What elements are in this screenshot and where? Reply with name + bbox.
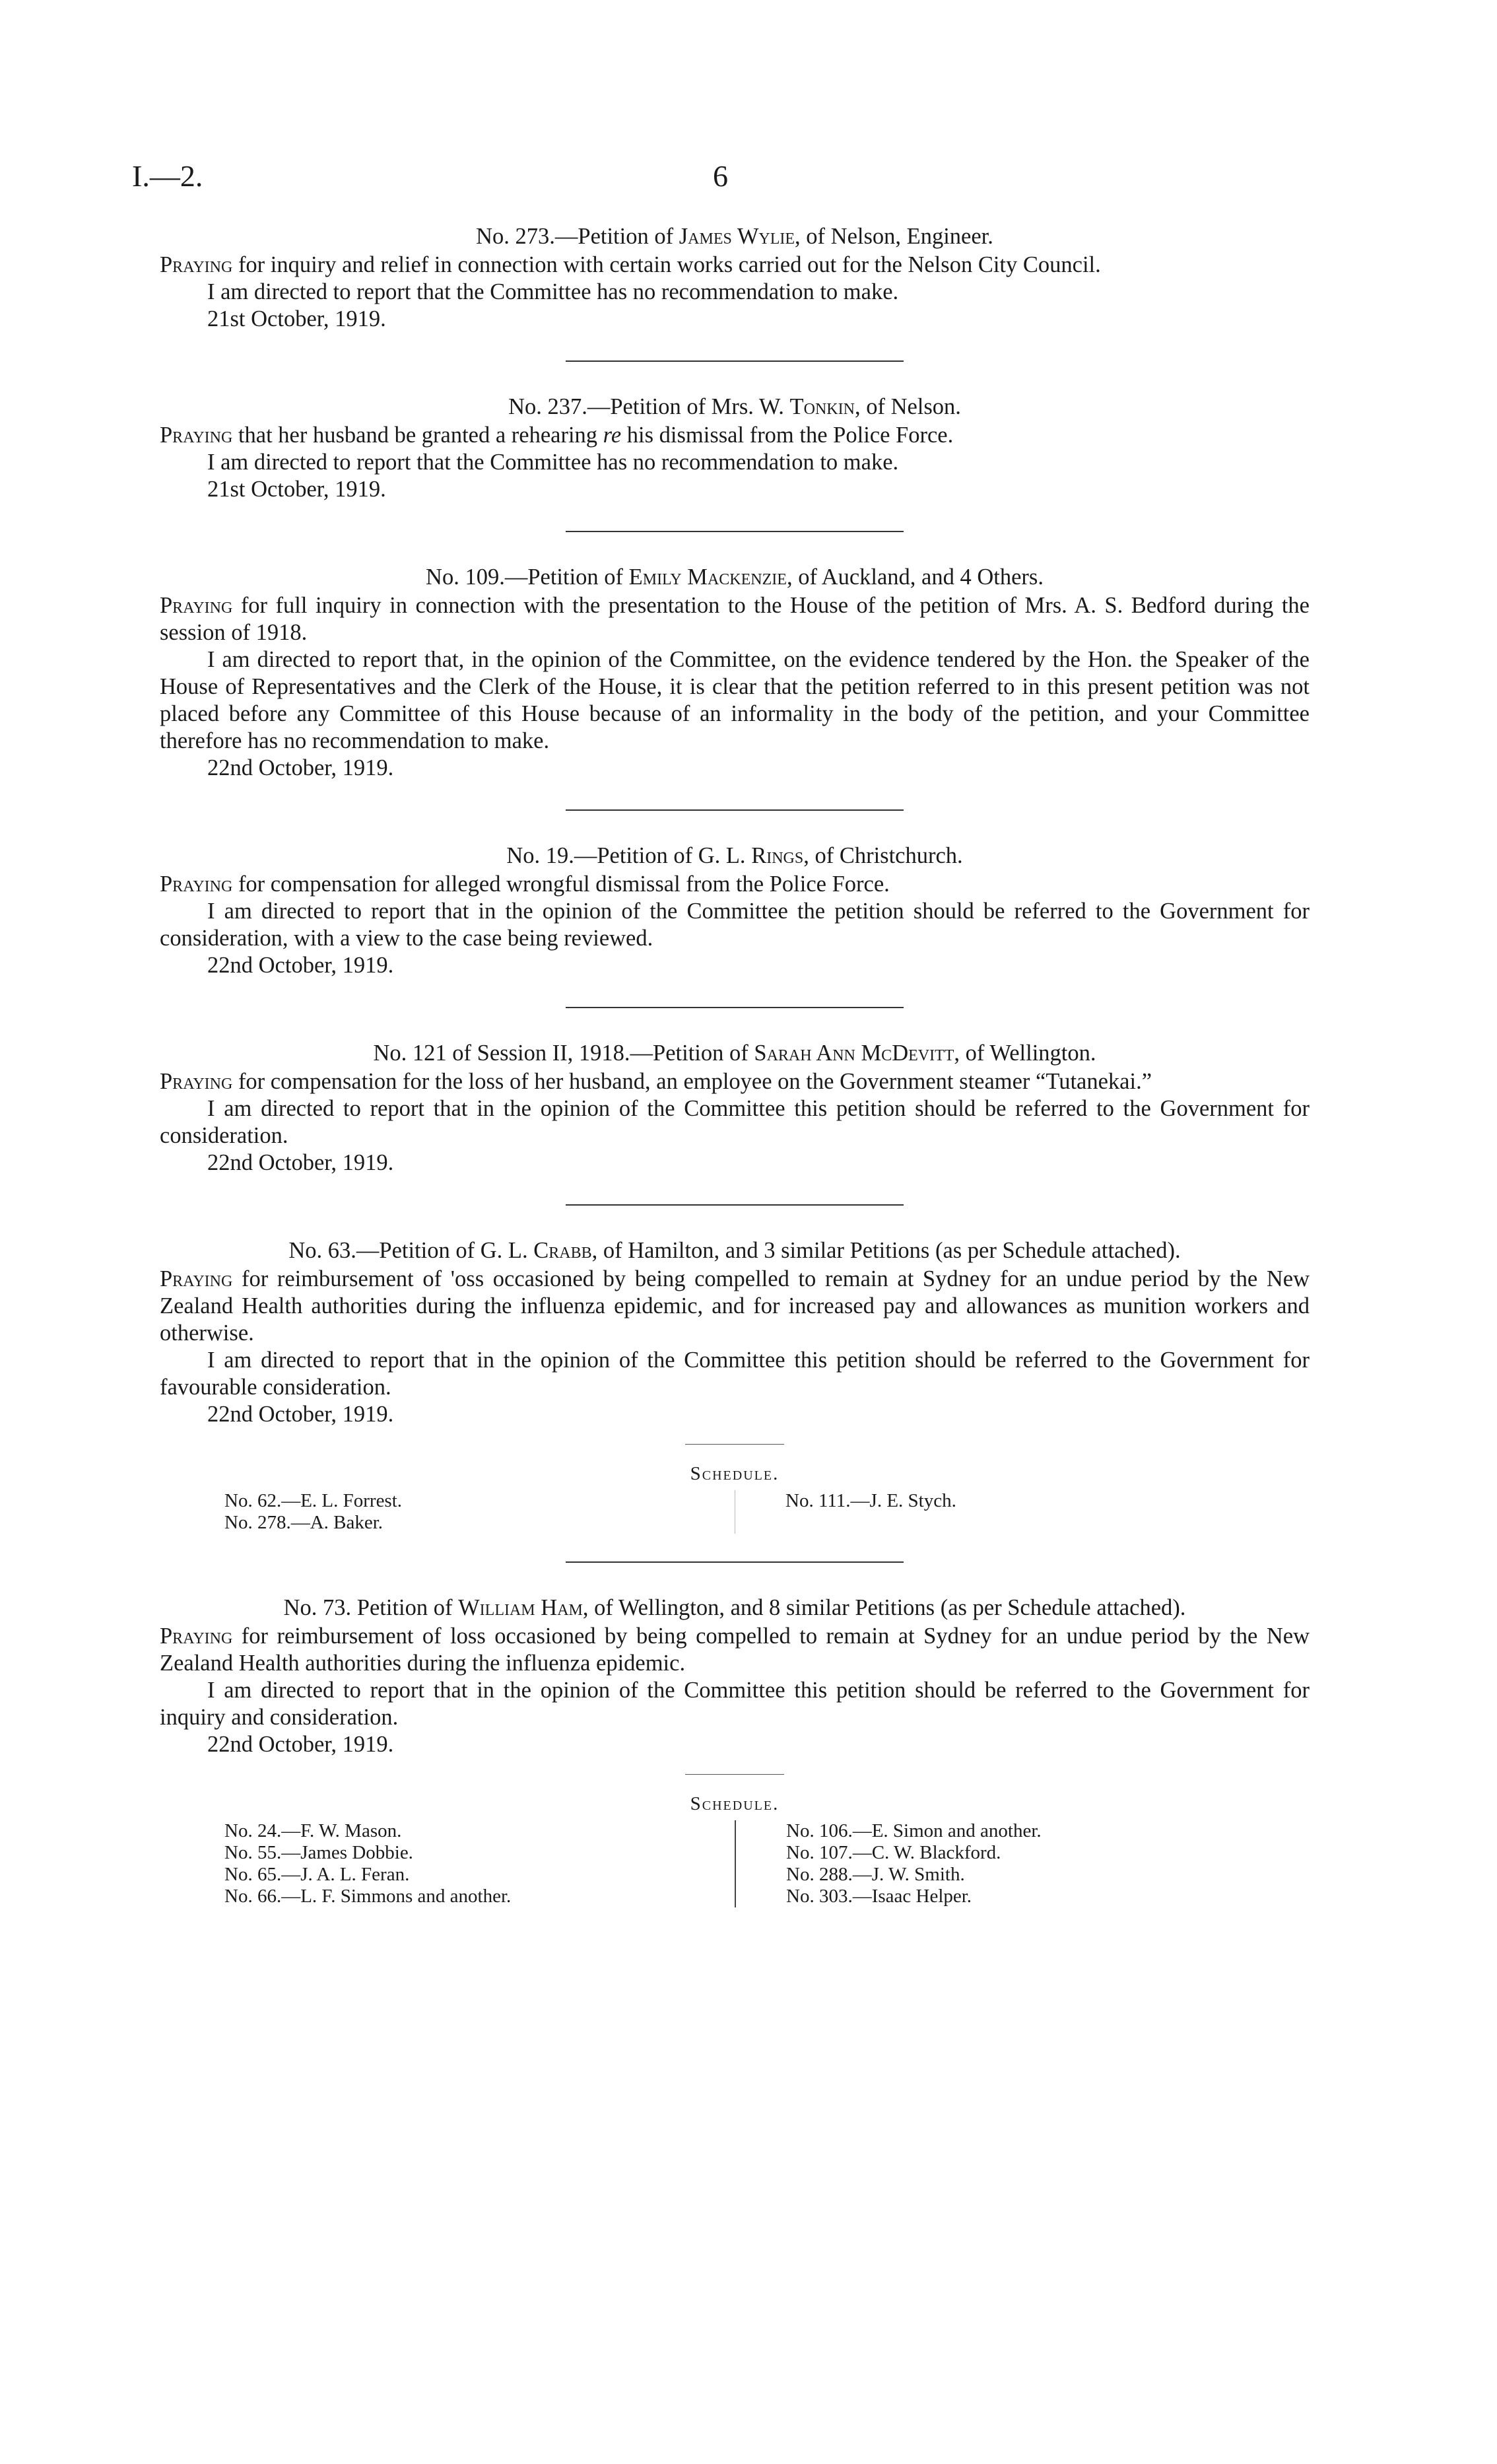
section-divider — [566, 1204, 904, 1206]
praying-text: for inquiry and relief in connection with certain works carried out for the Nelson City Council. — [232, 252, 1101, 277]
petition-heading — [160, 223, 1310, 250]
committee-report: I am directed to report that the Committee has no recommendation to make. — [207, 450, 899, 475]
petitioner-name: William Ham — [458, 1595, 583, 1620]
committee-report: I am directed to report that in the opinion of the Committee this petition should be referred to the Government for consideration. — [160, 1096, 1310, 1148]
schedule-item: No. 62.—E. L. Forrest. — [224, 1490, 403, 1511]
petition-number: No. 73. Petition of — [283, 1595, 459, 1620]
schedule-63 — [160, 1463, 1310, 1534]
committee-report: I am directed to report that in the opinion of the Committee this petition should be referred to the Government for inquiry and consideration. — [160, 1678, 1310, 1730]
petition-19 — [160, 842, 1310, 979]
petitioner-name: Crabb — [533, 1238, 592, 1263]
petition-121 — [160, 1040, 1310, 1177]
schedule-divider — [685, 1444, 784, 1445]
petition-number: No. 237.—Petition of Mrs. W. — [508, 394, 790, 419]
schedule-item: No. 55.—James Dobbie. — [224, 1842, 413, 1863]
petitioner-name: Tonkin — [789, 394, 855, 419]
praying-text: for full inquiry in connection with the presentation to the House of the petition of Mrs. A. S. Bedford during the session of 1918. — [160, 593, 1310, 645]
praying-paragraph — [160, 592, 1310, 646]
schedule-item: No. 303.—Isaac Helper. — [786, 1886, 972, 1907]
petition-237 — [160, 394, 1310, 503]
report-date: 22nd October, 1919. — [207, 1402, 394, 1427]
petition-273 — [160, 223, 1310, 333]
praying-text: for compensation for the loss of her husband, an employee on the Government steamer “Tutanekai.” — [232, 1069, 1152, 1094]
schedule-item: No. 288.—J. W. Smith. — [786, 1864, 965, 1885]
page-header — [132, 158, 1307, 205]
petitioner-location: , of Auckland, and 4 Others. — [786, 565, 1044, 590]
petition-number: No. 109.—Petition of — [426, 565, 629, 590]
schedule-item: No. 278.—A. Baker. — [224, 1512, 383, 1533]
petitioner-name: Emily Mackenzie — [628, 565, 787, 590]
praying-text: that her husband be granted a rehearing — [232, 423, 603, 448]
schedule-item: No. 106.—E. Simon and another. — [786, 1820, 1042, 1841]
praying-word: Praying — [160, 1266, 233, 1291]
praying-text: for reimbursement of 'oss occasioned by being compelled to remain at Sydney for an undue period by the New Zealand Health authorities during the influenza epidemic, and for increased pay and allowances as munition workers and otherwise. — [160, 1266, 1310, 1346]
schedule-item: No. 111.—J. E. Stych. — [785, 1490, 956, 1511]
schedule-divider — [685, 1774, 784, 1775]
petition-heading — [160, 1040, 1310, 1067]
praying-paragraph — [160, 1068, 1310, 1095]
petition-number: No. 63.—Petition of G. L. — [288, 1238, 534, 1263]
petition-number: No. 273.—Petition of — [476, 224, 679, 249]
schedule-title: Schedule. — [690, 1463, 780, 1484]
schedule-item: No. 24.—F. W. Mason. — [224, 1820, 402, 1841]
report-date: 21st October, 1919. — [207, 477, 386, 502]
schedule-title: Schedule. — [690, 1793, 780, 1814]
praying-paragraph — [160, 252, 1310, 279]
page-number: 6 — [713, 159, 728, 193]
report-date: 22nd October, 1919. — [207, 953, 394, 978]
praying-text-end: his dismissal from the Police Force. — [621, 423, 954, 448]
report-date: 22nd October, 1919. — [207, 755, 394, 780]
praying-word: Praying — [160, 872, 233, 897]
praying-paragraph — [160, 871, 1310, 898]
petitioner-location: , of Christchurch. — [803, 843, 963, 868]
section-divider — [566, 1561, 904, 1563]
petition-heading — [160, 394, 1310, 421]
praying-word: Praying — [160, 252, 233, 277]
section-divider — [566, 360, 904, 362]
petition-heading — [160, 1237, 1310, 1264]
petitioner-location: , of Nelson. — [854, 394, 961, 419]
praying-paragraph — [160, 422, 1310, 449]
petitioner-location: , of Wellington. — [954, 1041, 1096, 1066]
petition-heading — [160, 842, 1310, 870]
petitioner-location: , of Hamilton, and 3 similar Petitions (as per Schedule attached). — [591, 1238, 1181, 1263]
petitioner-location: , of Nelson, Engineer. — [795, 224, 993, 249]
schedule-left-column — [160, 1490, 735, 1534]
petitioner-name: James Wylie — [679, 224, 795, 249]
committee-report: I am directed to report that in the opinion of the Committee the petition should be referred to the Government for consideration, with a view to the case being reviewed. — [160, 899, 1310, 951]
praying-word: Praying — [160, 1624, 233, 1649]
praying-word: Praying — [160, 593, 233, 618]
schedule-columns — [160, 1490, 1310, 1534]
petition-heading — [160, 1594, 1310, 1622]
petition-number: No. 19.—Petition of G. L. — [506, 843, 752, 868]
petition-63 — [160, 1237, 1310, 1428]
praying-text: for compensation for alleged wrongful dismissal from the Police Force. — [232, 872, 890, 897]
parliamentary-paper-reference: I.—2. — [132, 159, 203, 193]
section-divider — [566, 531, 904, 532]
schedule-item: No. 107.—C. W. Blackford. — [786, 1842, 1001, 1863]
schedule-item: No. 66.—L. F. Simmons and another. — [224, 1886, 512, 1907]
report-date: 22nd October, 1919. — [207, 1150, 394, 1175]
petition-73 — [160, 1594, 1310, 1758]
schedule-73 — [160, 1793, 1310, 1907]
schedule-item: No. 65.—J. A. L. Feran. — [224, 1864, 410, 1885]
petitioner-name: Rings — [751, 843, 804, 868]
report-body — [160, 223, 1310, 1907]
section-divider — [566, 1007, 904, 1008]
praying-word: Praying — [160, 423, 233, 448]
section-divider — [566, 809, 904, 811]
petition-heading — [160, 564, 1310, 591]
schedule-columns — [160, 1820, 1310, 1907]
petition-number: No. 121 of Session II, 1918.—Petition of — [373, 1041, 754, 1066]
petitioner-name: Sarah Ann McDevitt — [754, 1041, 954, 1066]
report-date: 21st October, 1919. — [207, 306, 386, 331]
praying-word: Praying — [160, 1069, 233, 1094]
schedule-left-column — [160, 1820, 735, 1907]
praying-paragraph — [160, 1266, 1310, 1347]
report-date: 22nd October, 1919. — [207, 1732, 394, 1757]
praying-paragraph — [160, 1623, 1310, 1677]
committee-report: I am directed to report that the Committee has no recommendation to make. — [207, 279, 899, 304]
schedule-right-column — [735, 1820, 1310, 1907]
schedule-right-column — [735, 1490, 1310, 1534]
praying-text: for reimbursement of loss occasioned by being compelled to remain at Sydney for an undue period by the New Zealand Health authorities during the influenza epidemic. — [160, 1624, 1310, 1676]
petition-109 — [160, 564, 1310, 782]
committee-report: I am directed to report that in the opinion of the Committee this petition should be referred to the Government for favourable consideration. — [160, 1348, 1310, 1400]
committee-report: I am directed to report that, in the opinion of the Committee, on the evidence tendered by the Hon. the Speaker of the House of Representatives and the Clerk of the House, it is clear that the petition referred to in this present petition was not placed before any Committee of this House because of an informality in the body of the petition, and your Committee therefore has no recommendation to make. — [160, 647, 1310, 753]
praying-text-italic: re — [603, 423, 622, 448]
petitioner-location: , of Wellington, and 8 similar Petitions (as per Schedule attached). — [582, 1595, 1186, 1620]
